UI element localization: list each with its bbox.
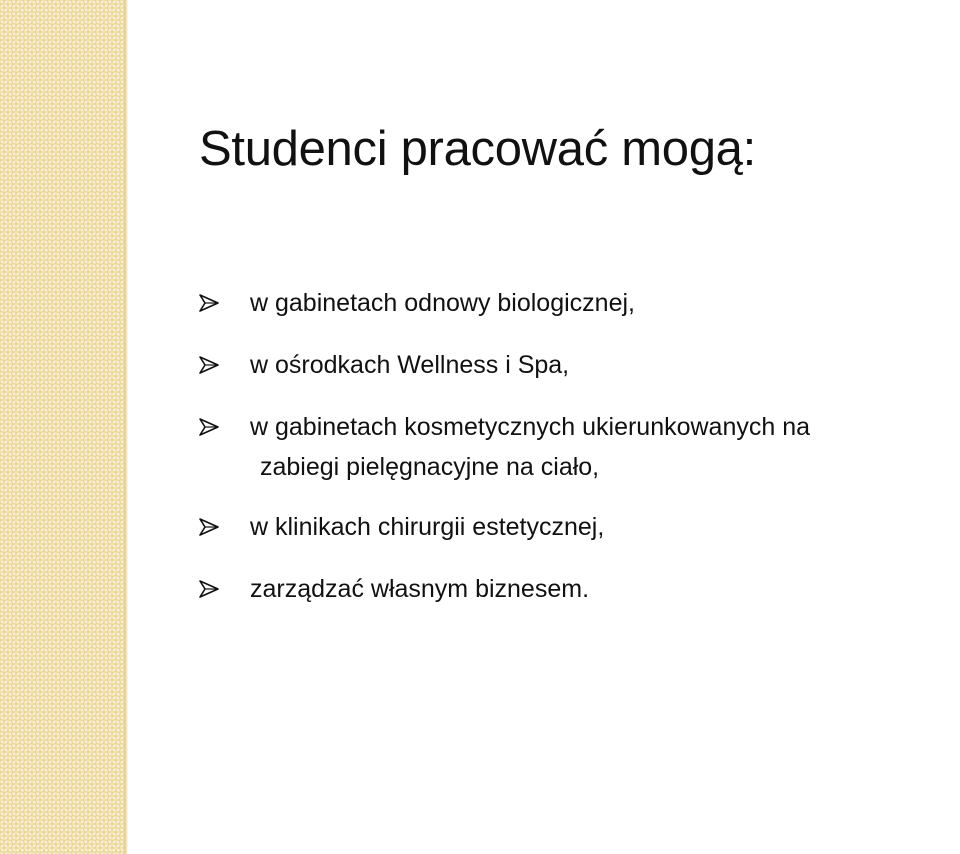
bullet-list (198, 283, 960, 631)
decorative-texture-strip (0, 0, 124, 854)
list-item (198, 283, 960, 323)
arrow-bullet-icon (198, 578, 220, 600)
list-item (198, 407, 960, 487)
arrow-bullet-icon (198, 354, 220, 376)
list-item (198, 345, 960, 385)
list-item (198, 507, 960, 547)
list-item-continuation: zabiegi pielęgnacyjne na ciało, (260, 453, 600, 481)
list-item-text: zarządzać własnym biznesem. (250, 575, 590, 603)
list-item (198, 569, 960, 609)
slide-title: Studenci pracować mogą: (199, 122, 756, 176)
list-item-text: w ośrodkach Wellness i Spa, (250, 351, 570, 379)
list-item-text: w klinikach chirurgii estetycznej, (250, 513, 605, 541)
arrow-bullet-icon (198, 292, 220, 314)
list-item-text: w gabinetach kosmetycznych ukierunkowanych na (250, 413, 811, 441)
list-item-text: w gabinetach odnowy biologicznej, (250, 289, 635, 317)
arrow-bullet-icon (198, 516, 220, 538)
decorative-strip-edge (124, 0, 128, 854)
arrow-bullet-icon (198, 416, 220, 438)
